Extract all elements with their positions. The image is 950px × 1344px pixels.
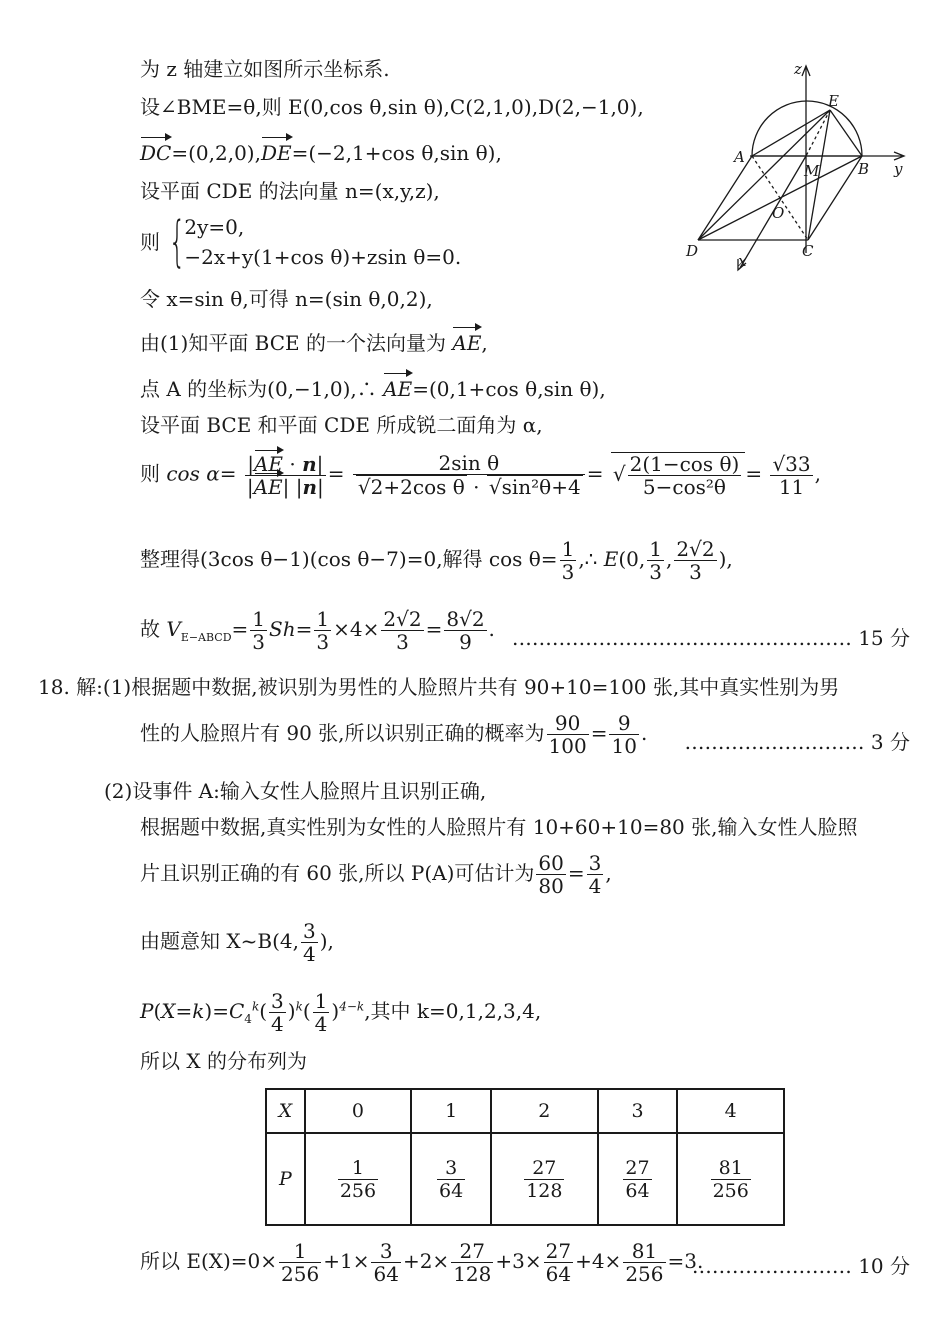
score-10: …………………… 10 分 — [691, 1254, 910, 1278]
table-cell: $\frac{1}{256}$ — [305, 1133, 412, 1225]
table-header-cell: 4 — [677, 1089, 784, 1133]
table-header-cell: 1 — [411, 1089, 491, 1133]
table-header-cell: 2 — [491, 1089, 598, 1133]
geometry-figure — [680, 58, 920, 273]
table-header-cell: 3 — [598, 1089, 678, 1133]
table-header-cell: X — [266, 1089, 305, 1133]
q18-part2-line3: 片且识别正确的有 60 张,所以 P(A)可估计为 $\frac{60}{80}$ = $\frac{3}{4}$ , — [140, 851, 612, 898]
q18-dist-title: 所以 X 的分布列为 — [140, 1049, 307, 1073]
label-y: y — [894, 160, 903, 178]
q18-expectation: 所以 E(X)=0× $\frac{1}{256}$ +1× $\frac{3}{64}$ +2× $\frac{27}{128}$ +3× $\frac{27}{64}$ +4× $\frac{81}{256}$ =3. — [140, 1239, 704, 1286]
label-a: A — [734, 148, 745, 166]
q18-part1-line1: 18. 解:(1)根据题中数据,被识别为男性的人脸照片共有 90+10=100 张,其中真实性别为男 — [38, 675, 840, 699]
q18-pmf: $P(X=k)=C_4^k$( $\frac{3}{4}$ )$^k$( $\frac{1}{4}$ )$^{4-k}$,其中 k=0,1,2,3,4, — [140, 989, 542, 1036]
line-cos-alpha: 则 cos α= $\frac{|AE \cdot n|}{|AE| |n|}$ = 2sin θ √ 2+2cos θ · √ sin²θ+4 = √ $\frac{\text{2(1−cos θ)}}{\text{5−cos²θ}}$ = $\frac{√33}{11}$ , — [140, 452, 821, 498]
label-c: C — [802, 242, 814, 260]
line-normal-vector: 设平面 CDE 的法向量 n=(x,y,z), — [140, 179, 440, 203]
table-row-label: P — [266, 1133, 305, 1225]
label-m: M — [804, 162, 820, 180]
line-solve-cos: 整理得(3cos θ−1)(cos θ−7)=0,解得 cos θ= $\frac{1}{3}$ ,∴ E(0, $\frac{1}{3}$ , $\frac{2√2}{3}$ ), — [140, 537, 733, 584]
line-point-a: 点 A 的坐标为(0,−1,0),∴ AE=(0,1+cos θ,sin θ), — [140, 377, 606, 401]
line-vectors: DC=(0,2,0),DE=(−2,1+cos θ,sin θ), — [140, 141, 502, 165]
label-e: E — [828, 92, 839, 110]
line-set-angle: 设∠BME=θ,则 E(0,cos θ,sin θ),C(2,1,0),D(2,−1,0), — [140, 95, 644, 119]
q18-part2-line1: (2)设事件 A:输入女性人脸照片且识别正确, — [104, 779, 487, 803]
line-coordinate-system: 为 z 轴建立如图所示坐标系. — [140, 57, 390, 81]
label-b: B — [858, 160, 870, 178]
table-cell: $\frac{81}{256}$ — [677, 1133, 784, 1225]
table-cell: $\frac{27}{64}$ — [598, 1133, 678, 1225]
line-dihedral-angle: 设平面 BCE 和平面 CDE 所成锐二面角为 α, — [140, 413, 543, 437]
score-3: ……………………… 3 分 — [684, 730, 910, 754]
table-header-cell: 0 — [305, 1089, 412, 1133]
label-d: D — [686, 242, 699, 260]
line-system: 则 { 2y=0, −2x+y(1+cos θ)+zsin θ=0. — [140, 210, 462, 273]
label-o: O — [772, 204, 785, 222]
q18-part2-line2: 根据题中数据,真实性别为女性的人脸照片有 10+60+10=80 张,输入女性人脸照 — [140, 815, 858, 839]
line-let-x: 令 x=sin θ,可得 n=(sin θ,0,2), — [140, 287, 433, 311]
line-plane-bce: 由(1)知平面 BCE 的一个法向量为 AE, — [140, 331, 488, 355]
q18-binomial: 由题意知 X~B(4, $\frac{3}{4}$ ), — [140, 919, 334, 966]
score-15: …………………………………………… 15 分 — [511, 626, 910, 650]
table-cell: $\frac{3}{64}$ — [411, 1133, 491, 1225]
table-cell: $\frac{27}{128}$ — [491, 1133, 598, 1225]
label-z: z — [794, 60, 802, 78]
label-x: x — [738, 252, 747, 270]
line-volume: 故 $V_{E-ABCD}=$ $\frac{1}{3}$ Sh= $\frac{1}{3}$ ×4× $\frac{2√2}{3}$ = $\frac{8√2}{9}$ . — [140, 607, 495, 654]
distribution-table — [265, 1088, 785, 1226]
q18-part1-line2: 性的人脸照片有 90 张,所以识别正确的概率为 $\frac{90}{100}$ = $\frac{9}{10}$ . — [140, 711, 648, 758]
